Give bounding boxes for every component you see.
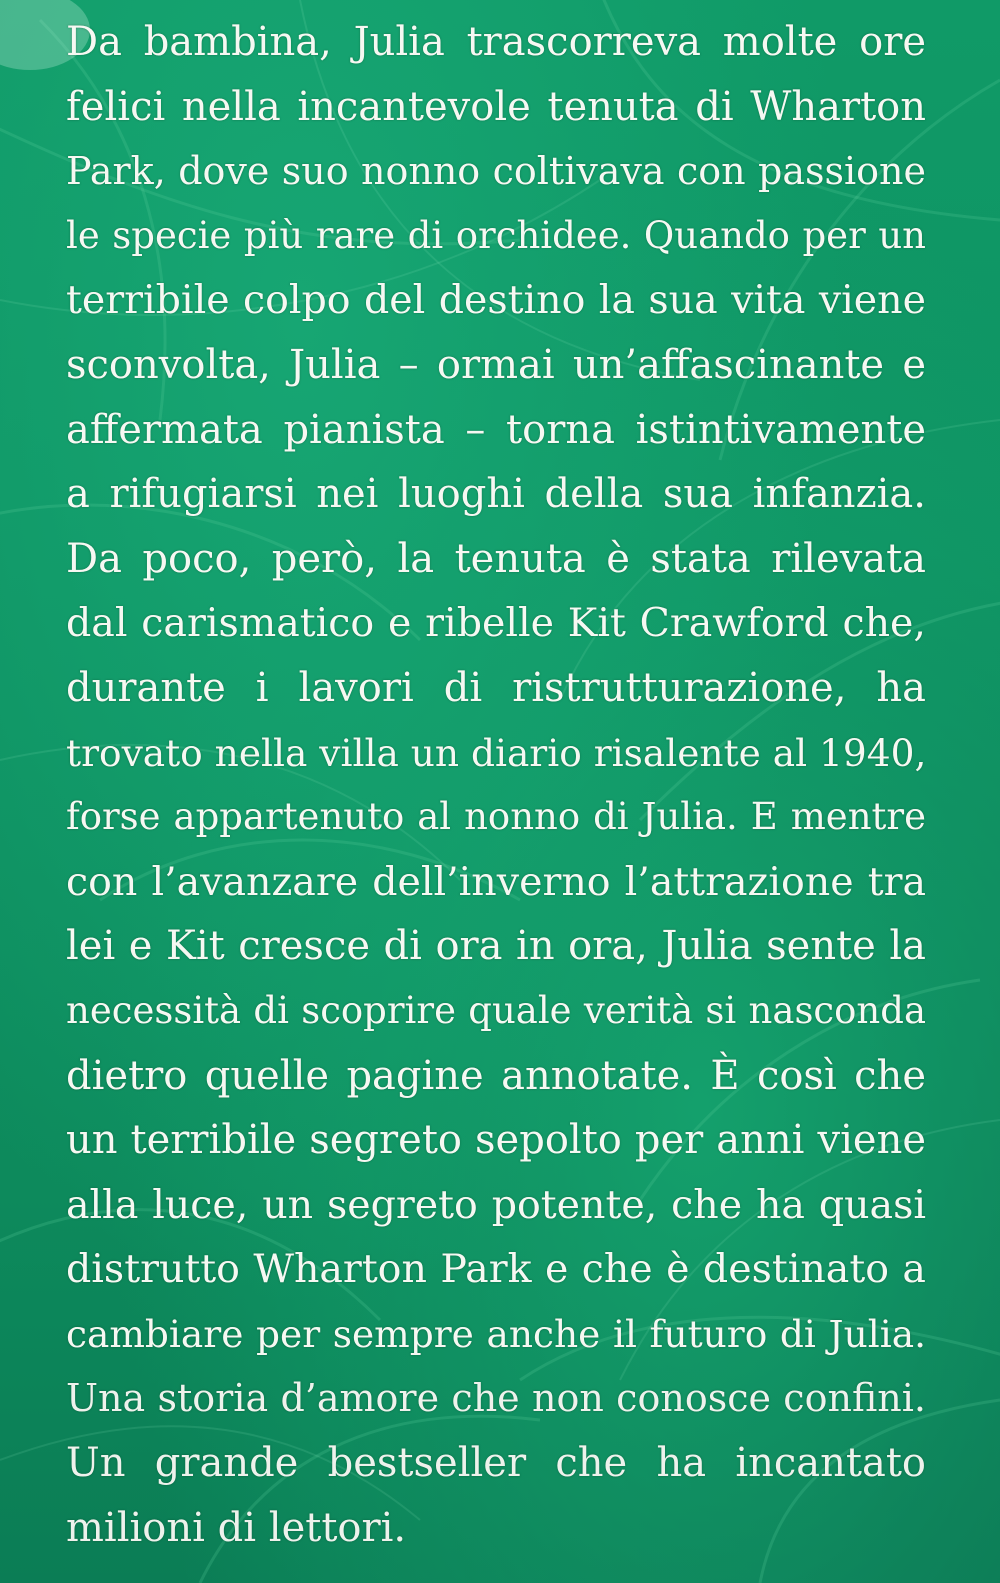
blurb-line: forse appartenuto al nonno di Julia. E mentre [66,795,926,839]
blurb-line: con l’avanzare dell’inverno l’attrazione tra [66,858,926,905]
blurb-line: a rifugiarsi nei luoghi della sua infanzia. [66,471,926,518]
tagline-line: Un grande bestseller che ha incantato [66,1440,926,1487]
tagline-line: Una storia d’amore che non conosce confini. [66,1376,926,1421]
blurb-line: alla luce, un segreto potente, che ha quasi [66,1181,926,1228]
blurb-line: Da bambina, Julia trascorreva molte ore [66,19,926,65]
blurb-line: affermata pianista – torna istintivamente [66,406,926,453]
blurb-line: Park, dove suo nonno coltivava con passione [66,149,926,194]
blurb-line: cambiare per sempre anche il futuro di Julia. [66,1311,926,1356]
blurb-line: sconvolta, Julia – ormai un’affascinante e [66,341,926,388]
blurb-line: necessità di scoprire quale verità si nasconda [66,988,926,1032]
blurb-line: dal carismatico e ribelle Kit Crawford che, [66,600,926,647]
blurb-line: lei e Kit cresce di ora in ora, Julia sente la [66,923,926,970]
blurb-line: trovato nella villa un diario risalente al 1940, [66,730,927,775]
blurb-line: Da poco, però, la tenuta è stata rilevata [66,535,926,582]
blurb-line: distrutto Wharton Park e che è destinato a [66,1246,926,1293]
blurb-line: terribile colpo del destino la sua vita viene [66,277,926,324]
blurb-line: felici nella incantevole tenuta di Wharton [66,83,926,130]
blurb-line: un terribile segreto sepolto per anni viene [66,1117,926,1164]
back-cover-blurb [66,10,926,1560]
tagline-line: milioni di lettori. [66,1504,407,1551]
blurb-line: durante i lavori di ristrutturazione, ha [66,664,926,711]
blurb-line: le specie più rare di orchidee. Quando per un [66,213,926,257]
blurb-line: dietro quelle pagine annotate. È così che [66,1052,926,1099]
